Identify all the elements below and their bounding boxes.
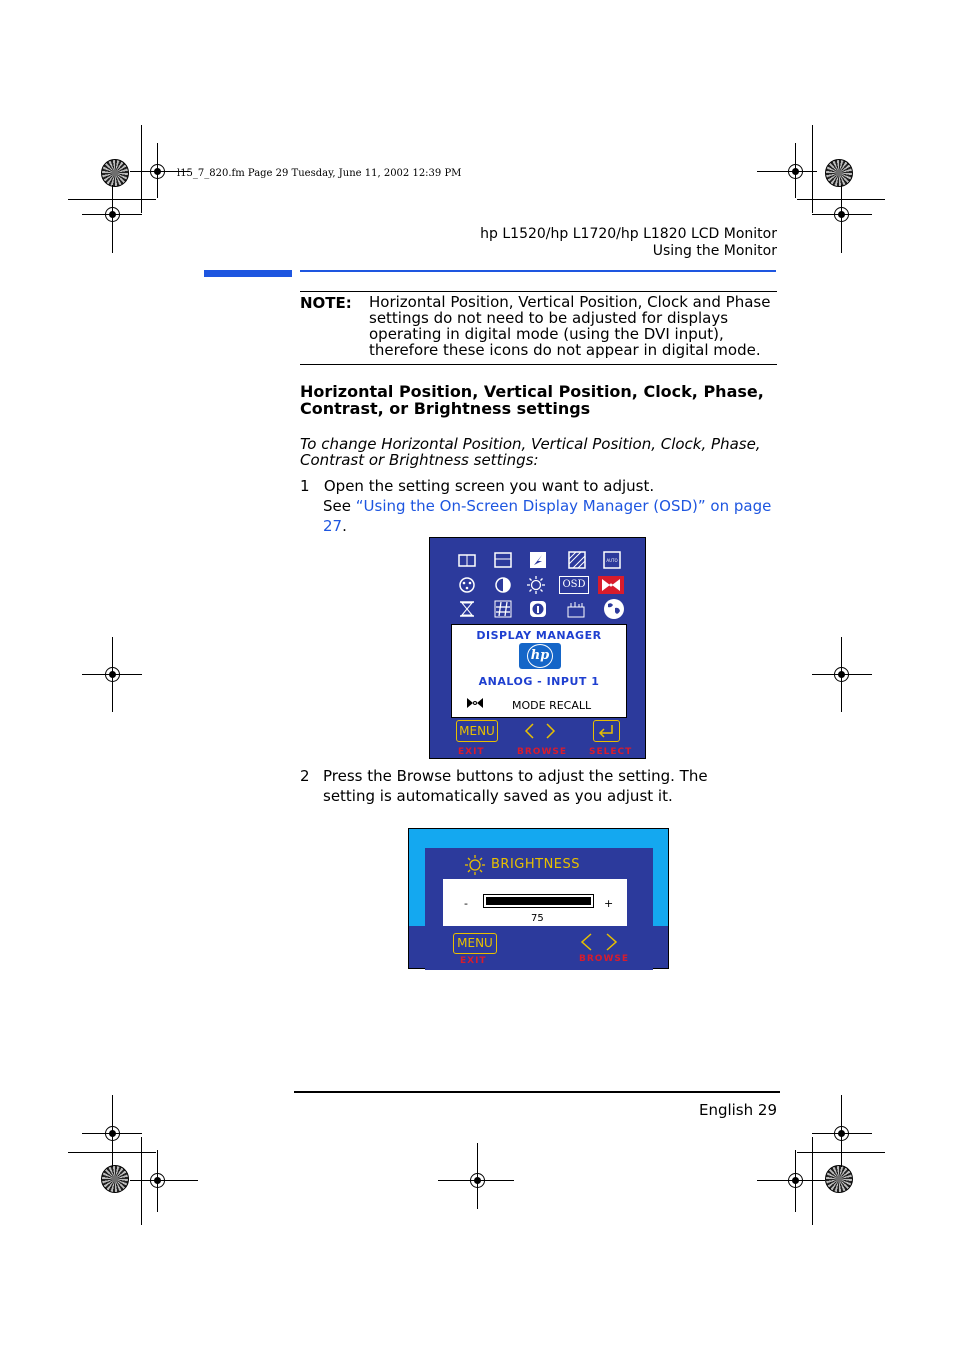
brightness-slider-panel (443, 879, 627, 926)
starburst-mark-bottom-right (825, 1165, 853, 1193)
brightness-browse-label: BROWSE (579, 954, 629, 964)
mode-recall-small-icon (466, 697, 484, 712)
header-section: Using the Monitor (652, 243, 777, 259)
osd-browse-arrows-icon (523, 722, 559, 744)
note-label: NOTE: (300, 294, 352, 312)
osd-browse-label: BROWSE (517, 747, 567, 757)
mode-recall-icon (598, 575, 624, 595)
phase-icon (567, 550, 587, 570)
brightness-menu-button: MENU (453, 933, 497, 954)
osd-brightness-image (408, 828, 669, 969)
svg-text:AUTO: AUTO (606, 558, 618, 563)
osd-main-menu-image (429, 537, 646, 759)
header-tab-bar (204, 270, 292, 277)
color-icon (566, 599, 586, 619)
step-1 (300, 476, 780, 496)
timer-icon (457, 599, 477, 619)
osd-menu-button: MENU (456, 720, 498, 742)
osd-select-label: SELECT (589, 747, 633, 757)
header-rule (300, 270, 776, 272)
note-text: Horizontal Position, Vertical Position, Clock and Phase settings do not need to be adjusted for displays operating in digital mode (using the DVI input), therefore these icons do not appear in digital mode. (369, 293, 771, 359)
step-2 (300, 766, 780, 806)
osd-display-panel (451, 624, 627, 718)
brightness-browse-arrows-icon (577, 932, 621, 956)
osd-mode-label: MODE RECALL (512, 699, 592, 712)
step-1-number: 1 (300, 477, 310, 495)
osd-select-enter-icon (593, 720, 620, 742)
brightness-value: 75 (531, 913, 544, 924)
osd-manager-link[interactable]: “Using the On-Screen Display Manager (OSD)” on page 27 (323, 497, 772, 535)
vertical-position-icon (493, 550, 513, 570)
note-box (300, 291, 777, 365)
starburst-mark-top-right (825, 159, 853, 187)
brightness-icon (526, 575, 546, 595)
input-select-icon (457, 575, 477, 595)
osd-exit-label: EXIT (458, 747, 485, 757)
page-header (480, 226, 777, 260)
step-2-number: 2 (300, 767, 310, 785)
horizontal-position-icon (457, 550, 477, 570)
brightness-title: BRIGHTNESS (491, 857, 581, 872)
brightness-slider (483, 894, 594, 908)
header-product: hp L1520/hp L1720/hp L1820 LCD Monitor (480, 226, 777, 242)
osd-settings-icon: OSD (559, 576, 589, 594)
starburst-mark-top-left (101, 159, 129, 187)
hp-logo: hp (519, 643, 561, 669)
brightness-sun-icon (464, 854, 486, 880)
brightness-exit-label: EXIT (460, 956, 487, 966)
starburst-mark-bottom-left (101, 1165, 129, 1193)
osd-input-label: ANALOG - INPUT 1 (478, 675, 600, 688)
step-1-text: Open the setting screen you want to adjust. (323, 477, 655, 495)
grid-icon (493, 599, 513, 619)
section-heading: Horizontal Position, Vertical Position, Clock, Phase, Contrast, or Brightness settings (300, 382, 764, 418)
footer-rule (294, 1091, 780, 1093)
language-globe-icon (602, 598, 626, 620)
osd-title: DISPLAY MANAGER (476, 629, 602, 642)
brightness-slider-fill (486, 897, 591, 905)
information-icon (528, 599, 548, 619)
contrast-icon (493, 575, 513, 595)
page-footer: English 29 (698, 1101, 777, 1119)
auto-adjust-icon (602, 550, 622, 570)
brightness-plus: + (604, 897, 614, 910)
print-slug: l15_7_820.fm Page 29 Tuesday, June 11, 2002 12:39 PM (177, 168, 462, 179)
step-2-text: Press the Browse buttons to adjust the setting. The setting is automatically saved as you adjust it. (323, 767, 708, 805)
brightness-minus: - (464, 897, 468, 910)
osd2-bottom-bar (409, 926, 668, 968)
clock-icon (528, 550, 548, 570)
step-1-see: See “Using the On-Screen Display Manager (OSD)” on page 27. (323, 497, 772, 535)
procedure-intro: To change Horizontal Position, Vertical Position, Clock, Phase, Contrast or Brightness settings: (300, 435, 761, 469)
